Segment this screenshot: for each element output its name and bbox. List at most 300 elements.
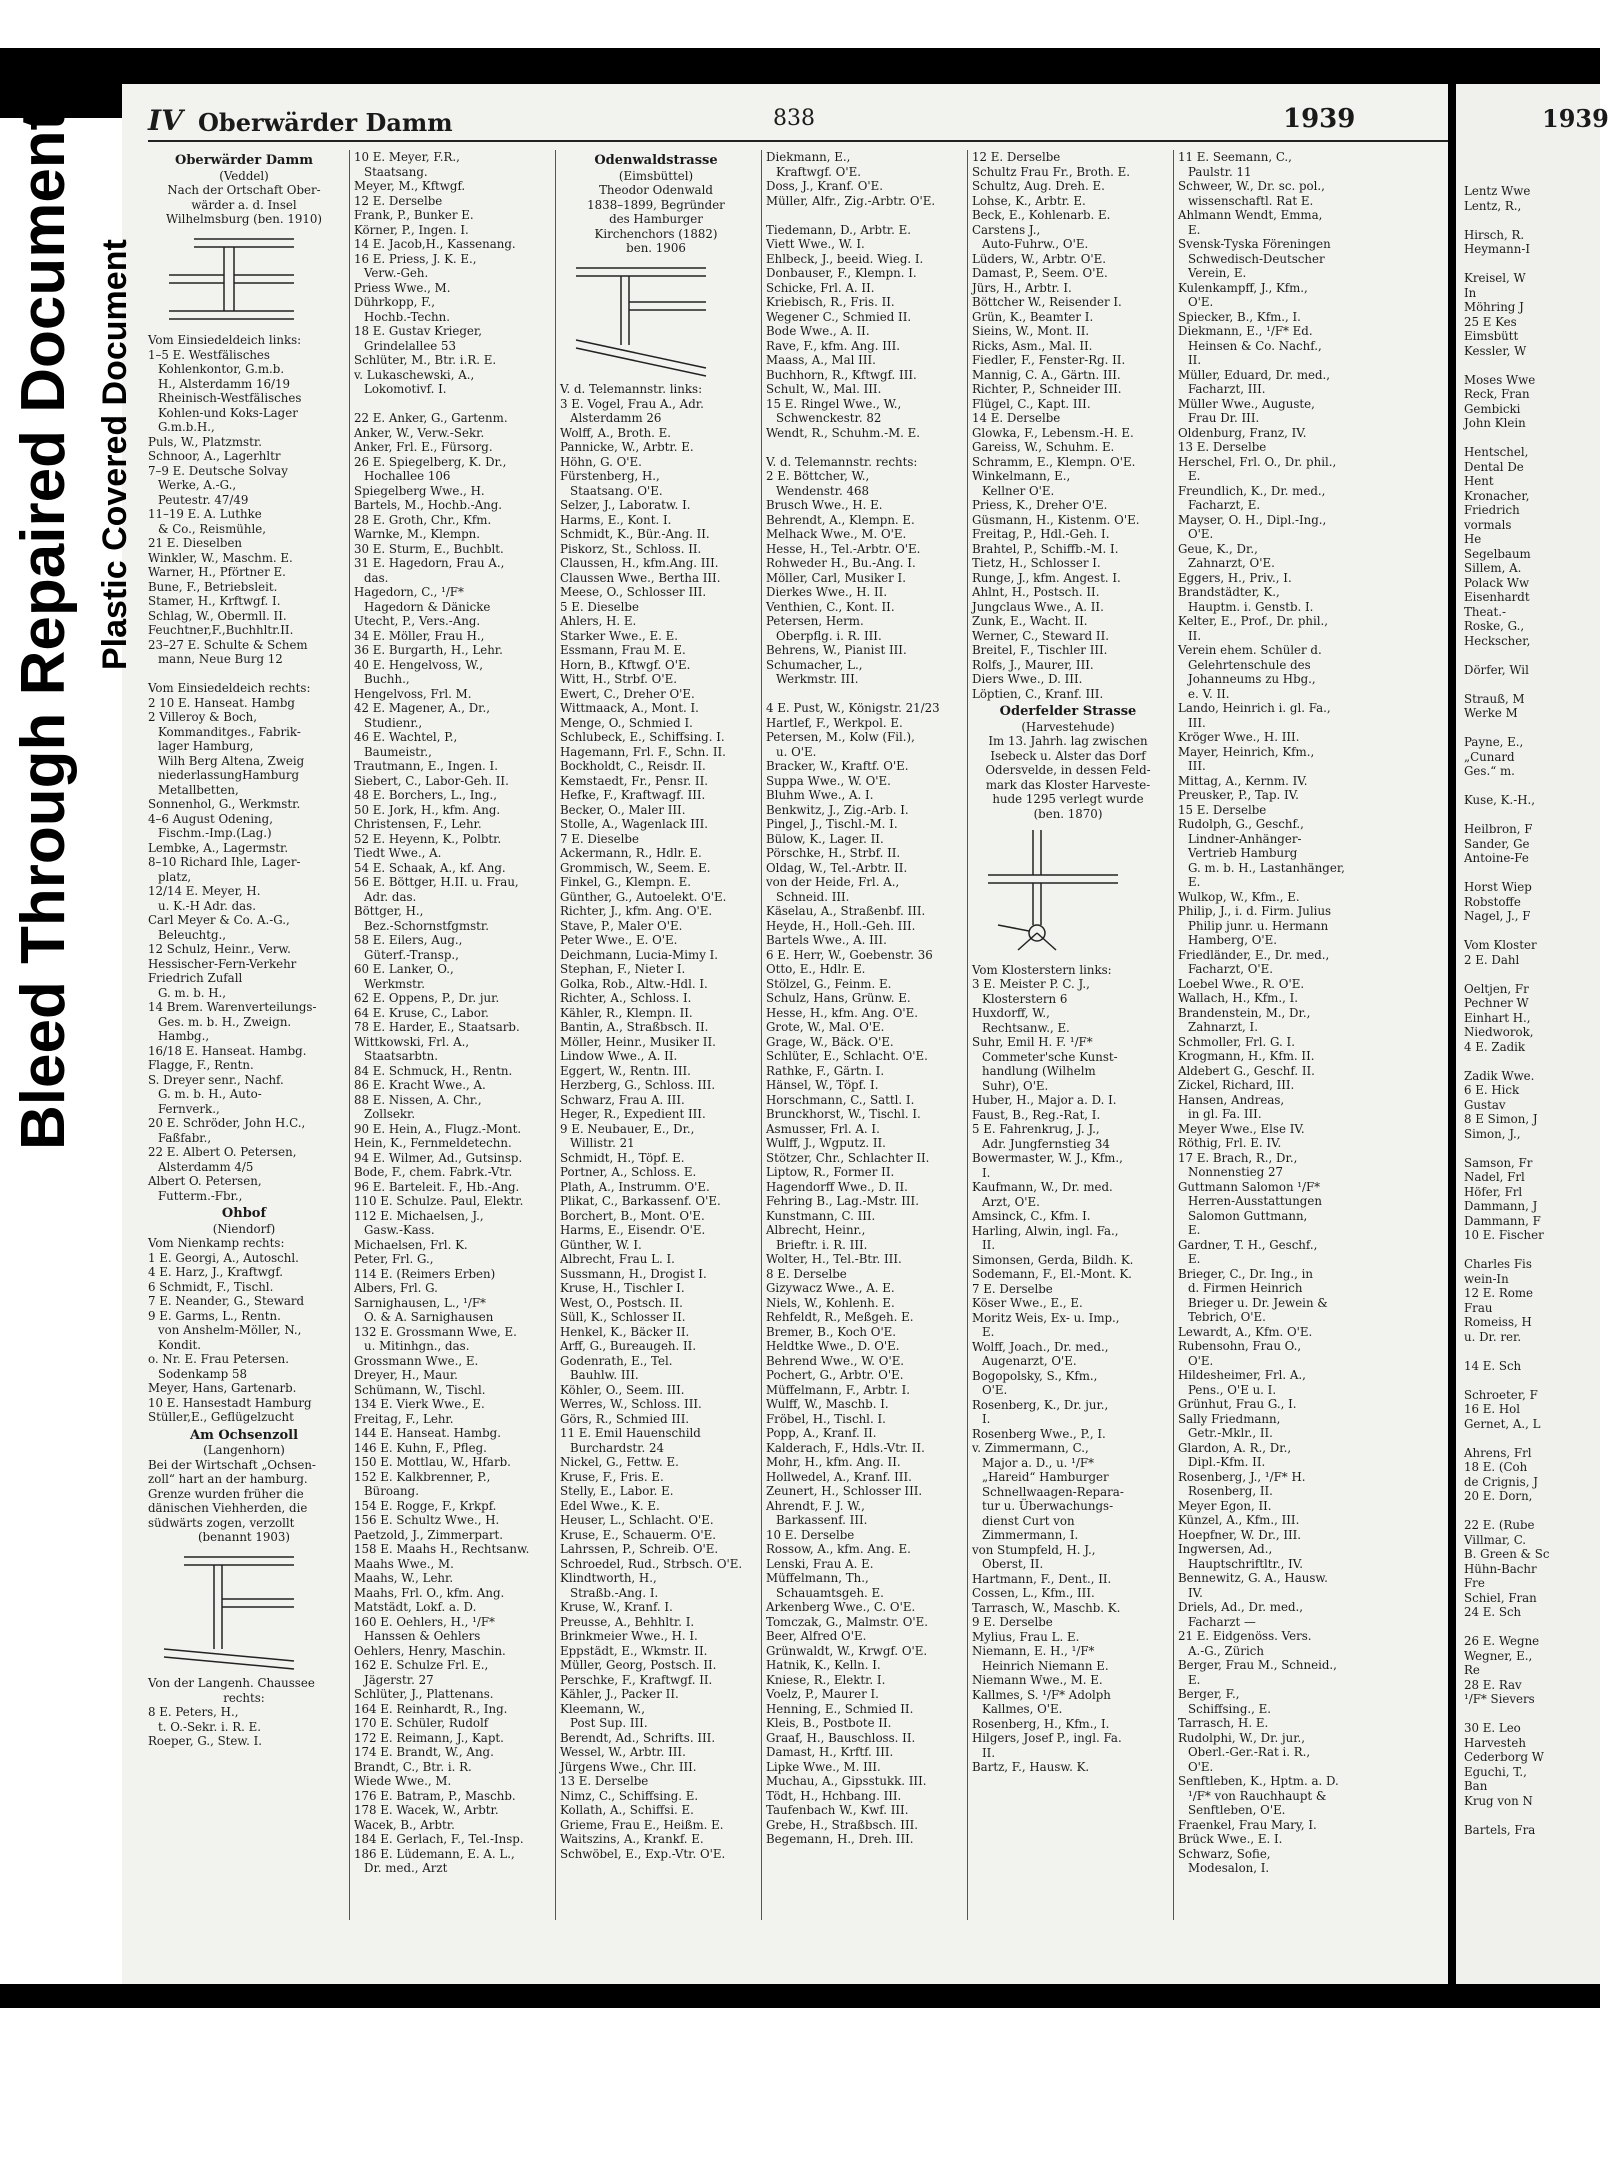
directory-entry: Stelly, E., Labor. E. [560, 1484, 674, 1498]
street-note: Odersvelde, in dessen Feld- [985, 763, 1151, 777]
next-page-entry: ¹/F* Sievers [1464, 1692, 1535, 1706]
directory-entry: Schiffsing., E. [1188, 1701, 1272, 1716]
directory-entry: Hochb.-Techn. [364, 309, 450, 324]
directory-entry: Zickel, Richard, III. [1178, 1078, 1295, 1092]
directory-entry: Finkel, G., Klempn. E. [560, 875, 691, 889]
directory-entry: Kruse, E., Schauerm. O'E. [560, 1527, 716, 1542]
next-page-entry [1464, 358, 1604, 373]
next-page-entry: Reck, Fran [1464, 387, 1530, 401]
directory-entry: Tebrich, O'E. [1188, 1310, 1266, 1324]
directory-entry: Zollsekr. [364, 1107, 416, 1121]
map-ochsen-street-map [154, 1549, 340, 1673]
directory-entry: 28 E. Groth, Chr., Kfm. [354, 512, 492, 527]
directory-entry: Böttcher W., Reisender I. [972, 295, 1122, 309]
directory-entry: 52 E. Heyenn, K., Polbtr. [354, 831, 502, 846]
page-header [148, 104, 1448, 136]
directory-entry: Ehlbeck, J., beeid. Wieg. I. [766, 251, 924, 266]
next-page-entry: Eisenhardt [1464, 590, 1530, 604]
directory-entry: G. m. b. H., [158, 985, 227, 1000]
directory-entry: Brusch Wwe., H. E. [766, 498, 883, 512]
directory-entry: Ingwersen, Ad., [1178, 1542, 1273, 1556]
street-note: Wilhelmsburg (ben. 1910) [165, 212, 322, 226]
directory-entry: Dr. med., Arzt [364, 1861, 448, 1875]
directory-entry: 8–10 Richard Ihle, Lager- [148, 855, 301, 869]
next-page-entry: 24 E. Sch [1464, 1605, 1522, 1619]
next-page-entry: Friedrich [1464, 503, 1520, 517]
directory-entry: Ahlers, H. E. [560, 614, 637, 628]
directory-entry: Meyer Wwe., Else IV. [1178, 1121, 1305, 1136]
directory-entry: Arff, G., Bureaugeh. II. [560, 1339, 697, 1353]
directory-entry: Senftleben, O'E. [1188, 1803, 1286, 1817]
directory-entry: 88 E. Nissen, A. Chr., [354, 1092, 482, 1107]
directory-entry: tur u. Überwachungs- [982, 1499, 1114, 1513]
directory-entry: Sodenkamp 58 [158, 1366, 247, 1381]
next-page-entry: Simon, J., [1464, 1126, 1521, 1141]
directory-entry: 162 E. Schulze Frl. E., [354, 1658, 489, 1672]
street-note: hude 1295 verlegt wurde [992, 792, 1144, 806]
directory-entry: Runge, J., kfm. Angest. I. [972, 570, 1121, 585]
directory-entry: Jürs, H., Arbtr. I. [972, 280, 1072, 295]
directory-entry: Stamer, H., Krftwgf. I. [148, 594, 281, 608]
directory-entry: Donbauser, F., Klempn. I. [766, 266, 917, 280]
directory-entry: Anker, W., Verw.-Sekr. [354, 425, 485, 440]
directory-entry: Kröger Wwe., H. III. [1178, 730, 1300, 744]
year-mark: 1939 [1283, 104, 1356, 134]
directory-entry: Post Sup. III. [570, 1716, 648, 1730]
next-page-entry [1464, 648, 1604, 663]
next-page-entry [1464, 1344, 1604, 1359]
directory-entry: Herschel, Frl. O., Dr. phil., [1178, 454, 1337, 469]
directory-entry: Breitel, F., Tischler III. [972, 643, 1108, 657]
directory-entry: 8 E. Derselbe [766, 1266, 847, 1281]
next-page-entry: B. Green & Sc [1464, 1547, 1550, 1561]
directory-entry: Kraftwgf. O'E. [776, 164, 861, 179]
next-page-entry [1464, 677, 1604, 692]
next-page-entry: Strauß, M [1464, 691, 1525, 706]
directory-entry: Käselau, A., Straßenbf. III. [766, 904, 926, 918]
directory-entry: Richter, A., Schloss. I. [560, 991, 692, 1005]
directory-entry: 4 E. Harz, J., Kraftwgf. [148, 1265, 284, 1279]
directory-entry: Kriebisch, R., Fris. II. [766, 295, 895, 309]
directory-entry: Hagedorn, C., ¹/F* [354, 585, 464, 599]
directory-entry: 134 E. Vierk Wwe., E. [354, 1397, 485, 1411]
directory-entry: Verein ehem. Schüler d. [1178, 643, 1322, 657]
directory-entry: Huber, H., Major a. D. I. [972, 1093, 1117, 1107]
next-page-entry: Dörfer, Wil [1464, 662, 1529, 677]
directory-entry: Liptow, R., Former II. [766, 1165, 895, 1179]
directory-entry: Wolter, H., Tel.-Btr. III. [766, 1252, 902, 1266]
directory-entry: Ahlnt, H., Postsch. II. [972, 585, 1100, 599]
directory-entry: 2 E. Böttcher, W., [766, 469, 870, 483]
directory-entry: Bei der Wirtschaft „Ochsen- [148, 1457, 316, 1472]
directory-entry: Puls, W., Platzmstr. [148, 434, 262, 449]
directory-entry: Feuchtner,F.,Buchhltr.II. [148, 623, 294, 637]
directory-entry: das. [364, 570, 389, 585]
directory-entry: Christensen, F., Lehr. [354, 817, 482, 831]
directory-entry: Stüller,E., Geflügelzucht [148, 1410, 294, 1424]
directory-entry: Rudolph, G., Geschf., [1178, 817, 1304, 831]
next-page-year: 1939 [1542, 104, 1609, 133]
street-note: Nach der Ortschaft Ober- [167, 183, 321, 197]
directory-entry: 170 E. Schüler, Rudolf [354, 1716, 489, 1730]
directory-entry: Fraenkel, Frau Mary, I. [1178, 1817, 1317, 1832]
directory-entry: Tarrasch, H. E. [1178, 1716, 1269, 1730]
directory-entry: Wendenstr. 468 [776, 483, 870, 498]
directory-entry: Lindner-Anhänger- [1188, 831, 1302, 846]
directory-entry: 154 E. Rogge, F., Krkpf. [354, 1498, 497, 1513]
next-page-entry: de Crignis, J [1464, 1474, 1538, 1489]
directory-entry: Heger, R., Expedient III. [560, 1107, 706, 1121]
directory-entry: Vertrieb Hamburg [1188, 846, 1298, 860]
directory-entry: Wulff, W., Maschb. I. [766, 1397, 889, 1411]
directory-entry: Freitag, P., Hdl.-Geh. I. [972, 527, 1110, 541]
next-page-entry: 18 E. (Coh [1464, 1460, 1528, 1474]
directory-entry: Bluhm Wwe., A. I. [766, 788, 874, 802]
directory-entry: 9 E. Derselbe [972, 1615, 1053, 1629]
directory-entry: 7 E. Neander, G., Steward [148, 1294, 305, 1308]
directory-entry: Nimz, C., Schiffsing. E. [560, 1788, 699, 1803]
street-note: (Langenhorn) [203, 1443, 285, 1457]
directory-entry: Kallmes, O'E. [982, 1702, 1063, 1716]
directory-entry: Philip, J., i. d. Firm. Julius [1178, 904, 1332, 918]
directory-entry: Baumeistr., [364, 744, 432, 759]
directory-entry: 10 E. Derselbe [766, 1527, 855, 1542]
directory-entry: Dierkes Wwe., H. II. [766, 585, 888, 599]
next-page-entry: Villmar, C. [1464, 1532, 1527, 1547]
directory-entry: Mannig, C. A., Gärtn. III. [972, 367, 1121, 382]
next-page-entry: 8 E Simon, J [1464, 1112, 1538, 1126]
street-note: (Eimsbüttel) [618, 168, 694, 183]
directory-entry: 6 E. Herr, W., Goebenstr. 36 [766, 947, 933, 962]
street-heading: Am Ochsenzoll [189, 1427, 299, 1443]
directory-entry: Schümann, W., Tischl. [354, 1382, 486, 1397]
directory-entry: Harling, Alwin, ingl. Fa., [972, 1223, 1119, 1238]
directory-entry: 84 E. Schmuck, H., Rentn. [354, 1063, 513, 1078]
directory-entry: Jungclaus Wwe., A. II. [972, 599, 1104, 614]
directory-entry: Ewert, C., Dreher O'E. [560, 686, 695, 701]
directory-entry: Rheinisch-Westfälisches [158, 391, 302, 405]
directory-entry: Vom Nienkamp rechts: [148, 1236, 285, 1250]
directory-entry: Oldenburg, Franz, IV. [1178, 425, 1307, 440]
directory-entry: Sieins, W., Mont. II. [972, 324, 1090, 338]
directory-entry: Grebe, H., Straßbsch. III. [766, 1817, 919, 1832]
side-label-bleed [8, 110, 79, 1150]
next-page-entry: Kronacher, [1464, 488, 1530, 503]
next-page-entry: Polack Ww [1464, 575, 1530, 590]
directory-entry: Menge, O., Schmied I. [560, 715, 693, 730]
street-note: (ben. 1870) [1033, 806, 1103, 821]
directory-entry: 172 E. Reimann, J., Kapt. [354, 1730, 504, 1745]
directory-entry: Niemann, E. H., ¹/F* [972, 1644, 1095, 1658]
directory-entry: Hatnik, K., Kelln. I. [766, 1658, 881, 1672]
directory-entry: Bartz, F., Hausw. K. [972, 1760, 1090, 1774]
directory-entry: Schultz Frau Fr., Broth. E. [972, 164, 1130, 179]
directory-entry: Lahrssen, P., Schreib. O'E. [560, 1542, 719, 1556]
directory-entry: Maass, A., Mal III. [766, 353, 876, 367]
directory-entry: Rehfeldt, R., Meßgeh. E. [766, 1310, 914, 1324]
next-page-entry: Lentz, R., [1464, 198, 1522, 213]
next-page-entry: Hühn-Bachr [1464, 1561, 1537, 1576]
directory-entry: Verein, E. [1188, 266, 1247, 280]
directory-entry: Lewardt, A., Kfm. O'E. [1178, 1324, 1313, 1339]
directory-entry: 176 E. Batram, P., Maschb. [354, 1788, 516, 1803]
directory-entry [354, 397, 546, 412]
directory-entry: Kaufmann, W., Dr. med. [972, 1180, 1113, 1194]
directory-entry: Roeper, G., Stew. I. [148, 1734, 263, 1748]
directory-entry: Plath, A., Instrumm. O'E. [560, 1179, 710, 1194]
directory-entry: Schweer, W., Dr. sc. pol., [1178, 179, 1325, 193]
directory-entry: Albers, Frl. G. [354, 1281, 438, 1295]
directory-entry: Brandenstein, M., Dr., [1178, 1005, 1311, 1020]
directory-entry: Berger, Frau M., Schneid., [1178, 1658, 1337, 1672]
directory-entry: Ahlmann Wendt, Emma, [1178, 208, 1323, 222]
next-page-entry: 2 E. Dahl [1464, 952, 1520, 967]
directory-entry: Schumacher, L., [766, 657, 863, 672]
directory-entry: Faßfabr., [158, 1130, 212, 1145]
directory-entry: Böttger, H., [354, 904, 424, 918]
directory-entry: Spiecker, B., Kfm., I. [1178, 309, 1301, 324]
directory-entry: Fernverk., [158, 1101, 220, 1116]
directory-entry: Schmidt, H., Töpf. E. [560, 1150, 685, 1165]
bleed-label-text: Bleed Through [9, 712, 78, 1150]
directory-entry: Wittmaack, A., Mont. I. [560, 701, 699, 715]
directory-entry: Stave, P., Maler O'E. [560, 918, 683, 933]
next-page-entry: Gernet, A., L [1464, 1416, 1541, 1431]
directory-entry: Oberl.-Ger.-Rat i. R., [1188, 1745, 1311, 1759]
directory-entry: IV. [1188, 1585, 1203, 1600]
next-page-entry: Heilbron, F [1464, 822, 1533, 836]
directory-entry: Fiedler, F., Fenster-Rg. II. [972, 353, 1126, 367]
directory-entry: Günther, W. I. [560, 1237, 642, 1252]
directory-entry: Höhn, G. O'E. [560, 454, 642, 469]
directory-entry: 4 E. Pust, W., Königstr. 21/23 [766, 701, 940, 715]
directory-entry: 14 E. Jacob,H., Kassenang. [354, 237, 516, 251]
next-page-entry: Payne, E., [1464, 735, 1524, 749]
directory-entry: Adr. Jungfernstieg 34 [982, 1136, 1110, 1151]
column-4 [766, 150, 958, 1950]
directory-entry [148, 667, 340, 682]
directory-entry: Voelz, P., Maurer I. [766, 1687, 879, 1701]
directory-entry: 156 E. Schultz Wwe., H. [354, 1513, 500, 1527]
directory-entry: Horn, B., Kftwgf. O'E. [560, 657, 691, 672]
directory-entry: Augenarzt, O'E. [982, 1354, 1077, 1368]
directory-entry: O'E. [1188, 295, 1214, 309]
directory-entry: Stölzel, G., Feinm. E. [766, 976, 892, 991]
next-page-entry: Romeiss, H [1464, 1315, 1532, 1329]
street-note: (benannt 1903) [197, 1530, 291, 1544]
directory-entry: Freitag, F., Lehr. [354, 1411, 454, 1426]
directory-entry: 12/14 E. Meyer, H. [148, 884, 261, 898]
directory-entry: Deichmann, Lucia-Mimy I. [560, 947, 719, 962]
street-note: (Niendorf) [212, 1221, 276, 1236]
directory-entry: Arzt, O'E. [982, 1194, 1040, 1209]
directory-entry: O'E. [1188, 1759, 1214, 1774]
column-divider [1173, 150, 1174, 1920]
directory-entry: 7 E. Dieselbe [560, 831, 639, 846]
directory-entry: 13 E. Derselbe [1178, 440, 1267, 454]
directory-entry: 46 E. Wachtel, P., [354, 730, 458, 744]
next-page-entry: Möhring J [1464, 300, 1524, 314]
directory-entry: 54 E. Schaak, A., kf. Ang. [354, 860, 506, 875]
directory-entry: 164 E. Reinhardt, R., Ing. [354, 1701, 508, 1716]
directory-entry: E. [1188, 1223, 1201, 1237]
directory-entry: 184 E. Gerlach, F., Tel.-Insp. [354, 1832, 524, 1846]
directory-entry: Muchau, A., Gipsstukk. III. [766, 1774, 927, 1788]
directory-entry: dänischen Viehherden, die [148, 1501, 308, 1515]
directory-entry: 1 E. Georgi, A., Autoschl. [148, 1250, 299, 1265]
directory-entry: Grindelallee 53 [364, 338, 457, 353]
directory-entry: Doss, J., Kranf. O'E. [766, 179, 884, 193]
directory-entry: Sarnighausen, L., ¹/F* [354, 1295, 486, 1310]
directory-entry: Wolff, A., Broth. E. [560, 425, 672, 440]
directory-entry: Hoepfner, W. Dr., III. [1178, 1527, 1302, 1542]
next-page-entry: Re [1464, 1663, 1480, 1677]
next-page-entry: 26 E. Wegne [1464, 1634, 1540, 1648]
directory-entry: Brieftr. i. R. III. [776, 1237, 868, 1252]
directory-entry: Gardner, T. H., Geschf., [1178, 1237, 1318, 1252]
directory-entry: Heldtke Wwe., D. O'E. [766, 1339, 900, 1353]
running-title: Oberwärder Damm [198, 108, 453, 137]
next-page-entry: Pechner W [1464, 996, 1529, 1010]
directory-entry: 42 E. Magener, A., Dr., [354, 701, 491, 715]
next-page-entry: Gembicki [1464, 401, 1521, 416]
directory-entry: von Stumpfeld, H. J., [972, 1542, 1096, 1557]
directory-entry: 16 E. Priess, J. K. E., [354, 251, 477, 266]
directory-entry: Lohse, K., Arbtr. E. [972, 193, 1086, 208]
directory-entry: Plikat, C., Barkassenf. O'E. [560, 1194, 721, 1208]
directory-entry: Peter, Frl. G., [354, 1252, 434, 1266]
directory-entry: Hildesheimer, Frl. A., [1178, 1368, 1306, 1382]
directory-entry: Friedrich Zufall [148, 971, 243, 985]
directory-entry: Werkmstr. [364, 976, 426, 991]
directory-entry: Hochallee 106 [364, 469, 451, 483]
directory-entry: Görs, R., Schmied III. [560, 1411, 690, 1426]
directory-entry: Brandstädter, K., [1178, 585, 1280, 599]
directory-entry: Rudolphi, W., Dr. jur., [1178, 1730, 1306, 1745]
directory-entry: Grage, W., Bäck. O'E. [766, 1034, 894, 1049]
directory-entry: Hanssen & Oehlers [364, 1629, 481, 1643]
directory-entry: Kruse, W., Kranf. I. [560, 1600, 673, 1614]
directory-entry: Maahs, W., Lehr. [354, 1571, 454, 1585]
directory-entry: Heyde, H., Holl.-Geh. III. [766, 918, 916, 933]
page-number: 838 [773, 106, 815, 131]
directory-entry: Möller, Heinr., Musiker II. [560, 1034, 716, 1049]
directory-entry: 30 E. Sturm, E., Buchblt. [354, 541, 504, 556]
next-page-entry: Dammann, F [1464, 1213, 1541, 1228]
directory-entry: Borchert, B., Mont. O'E. [560, 1208, 705, 1223]
next-page-entry: Schroeter, F [1464, 1387, 1538, 1402]
directory-entry: südwärts zogen, verzollt [148, 1515, 295, 1530]
directory-entry: dienst Curt von [982, 1513, 1075, 1528]
column-divider [967, 150, 968, 1920]
directory-entry: 8 E. Peters, H., [148, 1705, 239, 1719]
next-page-entry: Sander, Ge [1464, 836, 1530, 851]
directory-entry: Stötzer, Chr., Schlachter II. [766, 1150, 930, 1165]
directory-entry: 110 E. Schulze. Paul, Elektr. [354, 1194, 524, 1208]
directory-entry: 7 E. Derselbe [972, 1281, 1053, 1296]
directory-entry: O'E. [1188, 527, 1214, 541]
directory-entry: Zahnarzt, I. [1188, 1020, 1258, 1034]
directory-entry: Kohlen-und Koks-Lager [158, 405, 298, 420]
directory-entry: Ahrendt, F. J. W., [766, 1498, 865, 1513]
directory-entry: Schmoller, Frl. G. I. [1178, 1034, 1295, 1049]
next-page-entry: Einhart H., [1464, 1010, 1531, 1025]
next-page-entry: Frau [1464, 1300, 1493, 1315]
directory-entry: Petersen, Herm. [766, 614, 864, 628]
next-page-entry [1464, 1141, 1604, 1156]
directory-entry: Klosterstern 6 [982, 991, 1068, 1006]
next-page-entry: „Cunard [1464, 749, 1515, 764]
directory-entry: Henning, E., Schmied II. [766, 1701, 914, 1716]
directory-entry: Asmusser, Frl. A. I. [766, 1121, 880, 1136]
directory-entry: mann, Neue Burg 12 [158, 652, 283, 666]
next-page-entry: Kessler, W [1464, 343, 1527, 358]
directory-entry: 11 E. Seemann, C., [1178, 150, 1292, 164]
directory-entry: Damast, H., Krftf. III. [766, 1745, 894, 1759]
directory-entry: O'E. [982, 1383, 1008, 1397]
directory-entry: Driels, Ad., Dr. med., [1178, 1600, 1304, 1614]
directory-entry: Glardon, A. R., Dr., [1178, 1440, 1292, 1455]
next-page-entry [1464, 924, 1604, 939]
directory-entry: Brieger, C., Dr. Ing., in [1178, 1266, 1314, 1281]
next-page-entry: Kuse, K.-H., [1464, 793, 1536, 807]
directory-entry: Bode, F., chem. Fabrk.-Vtr. [354, 1165, 513, 1179]
directory-entry: 17 E. Brach, R., Dr., [1178, 1150, 1298, 1165]
directory-entry: e. V. II. [1188, 686, 1230, 701]
directory-entry: Zeunert, H., Schlosser III. [766, 1484, 923, 1498]
directory-entry: Siebert, C., Labor-Geh. II. [354, 773, 509, 788]
directory-entry: II. [982, 1745, 996, 1760]
directory-entry: Meyer, Hans, Gartenarb. [148, 1381, 297, 1395]
next-page-entry: Schiel, Fran [1464, 1590, 1537, 1605]
directory-entry: Bartels Wwe., A. III. [766, 933, 887, 947]
directory-entry: Salomon Guttmann, [1188, 1208, 1308, 1223]
directory-entry: Schicke, Frl. A. II. [766, 280, 875, 295]
directory-entry: 15 E. Ringel Wwe., W., [766, 396, 902, 411]
next-page-entry: Hentschel, [1464, 445, 1529, 459]
directory-entry: Futterm.-Fbr., [158, 1188, 243, 1203]
directory-entry: Behrendt, A., Klempn. E. [766, 512, 915, 527]
directory-entry: Popp, A., Kranf. II. [766, 1426, 877, 1440]
next-page-entry [1464, 1808, 1604, 1823]
directory-entry: Dipl.-Kfm. II. [1188, 1455, 1266, 1469]
directory-entry: Moritz Weis, Ex- u. Imp., [972, 1310, 1120, 1325]
directory-entry: o. Nr. E. Frau Petersen. [148, 1352, 290, 1366]
directory-entry: Sussmann, H., Drogist I. [560, 1266, 707, 1281]
next-page-entry: John Klein [1464, 416, 1526, 430]
street-note: wärder a. d. Insel [191, 197, 297, 212]
directory-entry: Rave, F., kfm. Ang. III. [766, 338, 901, 353]
directory-entry: Hansen, Andreas, [1178, 1092, 1285, 1107]
directory-entry: Hessischer-Fern-Verkehr [148, 956, 297, 971]
directory-entry: 114 E. (Reimers Erben) [354, 1266, 496, 1281]
next-page-entry: Kreisel, W [1464, 271, 1526, 285]
directory-entry: Trautmann, E., Ingen. I. [354, 759, 498, 773]
directory-entry: Golka, Rob., Altw.-Hdl. I. [560, 976, 708, 991]
directory-entry: Horschmann, C., Sattl. I. [766, 1092, 915, 1107]
directory-entry: 158 E. Maahs H., Rechtsanw. [354, 1542, 530, 1556]
directory-entry: E. [982, 1325, 995, 1339]
next-page-entry: 28 E. Rav [1464, 1677, 1522, 1692]
directory-entry: Starker Wwe., E. E. [560, 628, 678, 643]
directory-entry: S. Dreyer senr., Nachf. [148, 1072, 284, 1087]
directory-entry: Tiedt Wwe., A. [354, 846, 442, 860]
directory-entry: Bartels, M., Hochb.-Ang. [354, 498, 503, 512]
directory-entry: Schlüter, M., Btr. i.R. E. [354, 353, 497, 367]
directory-entry: 150 E. Mottlau, W., Hfarb. [354, 1455, 511, 1469]
directory-entry: Bez.-Schornstfgmstr. [364, 918, 490, 933]
directory-entry: Arkenberg Wwe., C. O'E. [766, 1600, 916, 1614]
